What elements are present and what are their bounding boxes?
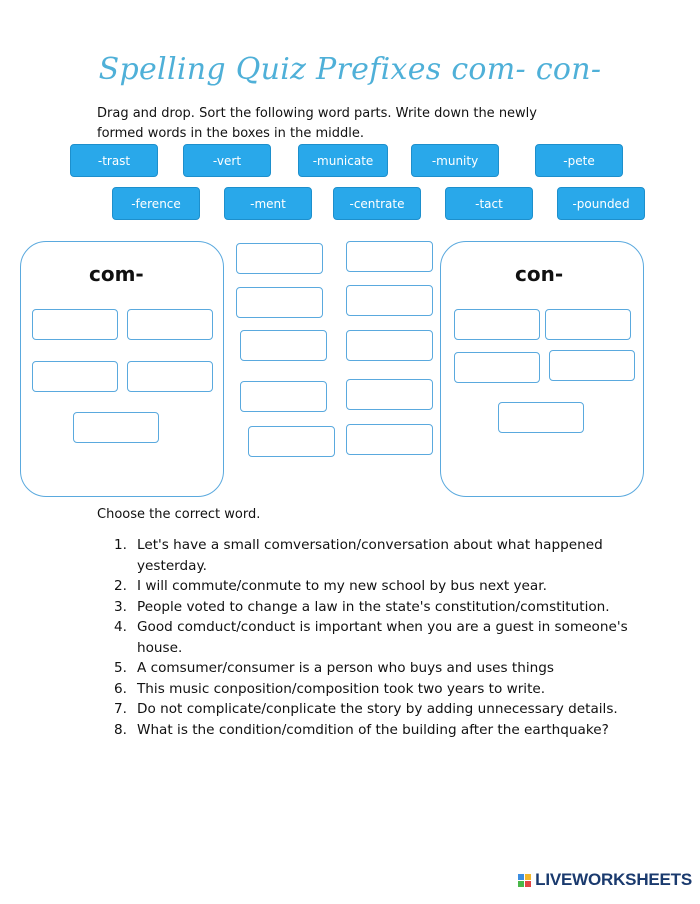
choose-heading: Choose the correct word. bbox=[97, 507, 261, 522]
instructions bbox=[97, 104, 567, 144]
answer-input[interactable] bbox=[346, 424, 433, 455]
question-item[interactable]: 3. People voted to change a law in the state's constitution/comstitution. bbox=[114, 598, 610, 615]
drop-slot[interactable] bbox=[73, 412, 159, 443]
answer-input[interactable] bbox=[248, 426, 335, 457]
drop-slot[interactable] bbox=[545, 309, 631, 340]
drop-slot[interactable] bbox=[454, 309, 540, 340]
question-item[interactable]: 8. What is the condition/comdition of the building after the earthquake? bbox=[114, 721, 609, 738]
word-part-chip[interactable]: -ference bbox=[112, 187, 200, 220]
answer-input[interactable] bbox=[240, 381, 327, 412]
question-list bbox=[114, 535, 634, 740]
word-part-chip[interactable]: -trast bbox=[70, 144, 158, 177]
answer-input[interactable] bbox=[240, 330, 327, 361]
word-part-chip[interactable]: -munity bbox=[411, 144, 499, 177]
liveworksheets-logo-icon bbox=[518, 874, 531, 887]
word-part-chip[interactable]: -ment bbox=[224, 187, 312, 220]
question-item[interactable]: 1. Let's have a small comversation/conversation about what happened yesterday. bbox=[114, 537, 603, 574]
drop-slot[interactable] bbox=[454, 352, 540, 383]
question-item[interactable]: 4. Good comduct/conduct is important when you are a guest in someone's house. bbox=[114, 619, 628, 656]
question-item[interactable]: 2. I will commute/conmute to my new school by bus next year. bbox=[114, 578, 547, 594]
word-part-chip[interactable]: -pounded bbox=[557, 187, 645, 220]
instructions-line-2: formed words in the boxes in the middle. bbox=[97, 126, 364, 141]
word-part-chip[interactable]: -centrate bbox=[333, 187, 421, 220]
answer-input[interactable] bbox=[236, 243, 323, 274]
word-part-chip[interactable]: -vert bbox=[183, 144, 271, 177]
word-part-chip[interactable]: -municate bbox=[298, 144, 388, 177]
question-item[interactable]: 6. This music conposition/composition took two years to write. bbox=[114, 680, 546, 697]
drop-slot[interactable] bbox=[549, 350, 635, 381]
com-drop-zone[interactable] bbox=[20, 241, 224, 497]
com-label: com- bbox=[89, 262, 144, 286]
page-title: Spelling Quiz Prefixes com- con- bbox=[98, 52, 602, 87]
answer-input[interactable] bbox=[236, 287, 323, 318]
answer-input[interactable] bbox=[346, 330, 433, 361]
drop-slot[interactable] bbox=[127, 309, 213, 340]
answer-input[interactable] bbox=[346, 285, 433, 316]
question-item[interactable]: 5. A comsumer/consumer is a person who buys and uses things bbox=[114, 660, 554, 676]
con-drop-zone[interactable] bbox=[440, 241, 644, 497]
drop-slot[interactable] bbox=[32, 309, 118, 340]
answer-input[interactable] bbox=[346, 241, 433, 272]
instructions-line-1: Drag and drop. Sort the following word parts. Write down the newly bbox=[97, 106, 537, 121]
con-label: con- bbox=[515, 262, 564, 286]
drop-slot[interactable] bbox=[127, 361, 213, 392]
liveworksheets-brand[interactable] bbox=[518, 870, 692, 890]
word-part-chip[interactable]: -pete bbox=[535, 144, 623, 177]
word-part-chip[interactable]: -tact bbox=[445, 187, 533, 220]
question-item[interactable]: 7. Do not complicate/conplicate the story by adding unnecessary details. bbox=[114, 701, 618, 717]
drop-slot[interactable] bbox=[498, 402, 584, 433]
answer-input[interactable] bbox=[346, 379, 433, 410]
drop-slot[interactable] bbox=[32, 361, 118, 392]
brand-text: LIVEWORKSHEETS bbox=[535, 870, 692, 889]
